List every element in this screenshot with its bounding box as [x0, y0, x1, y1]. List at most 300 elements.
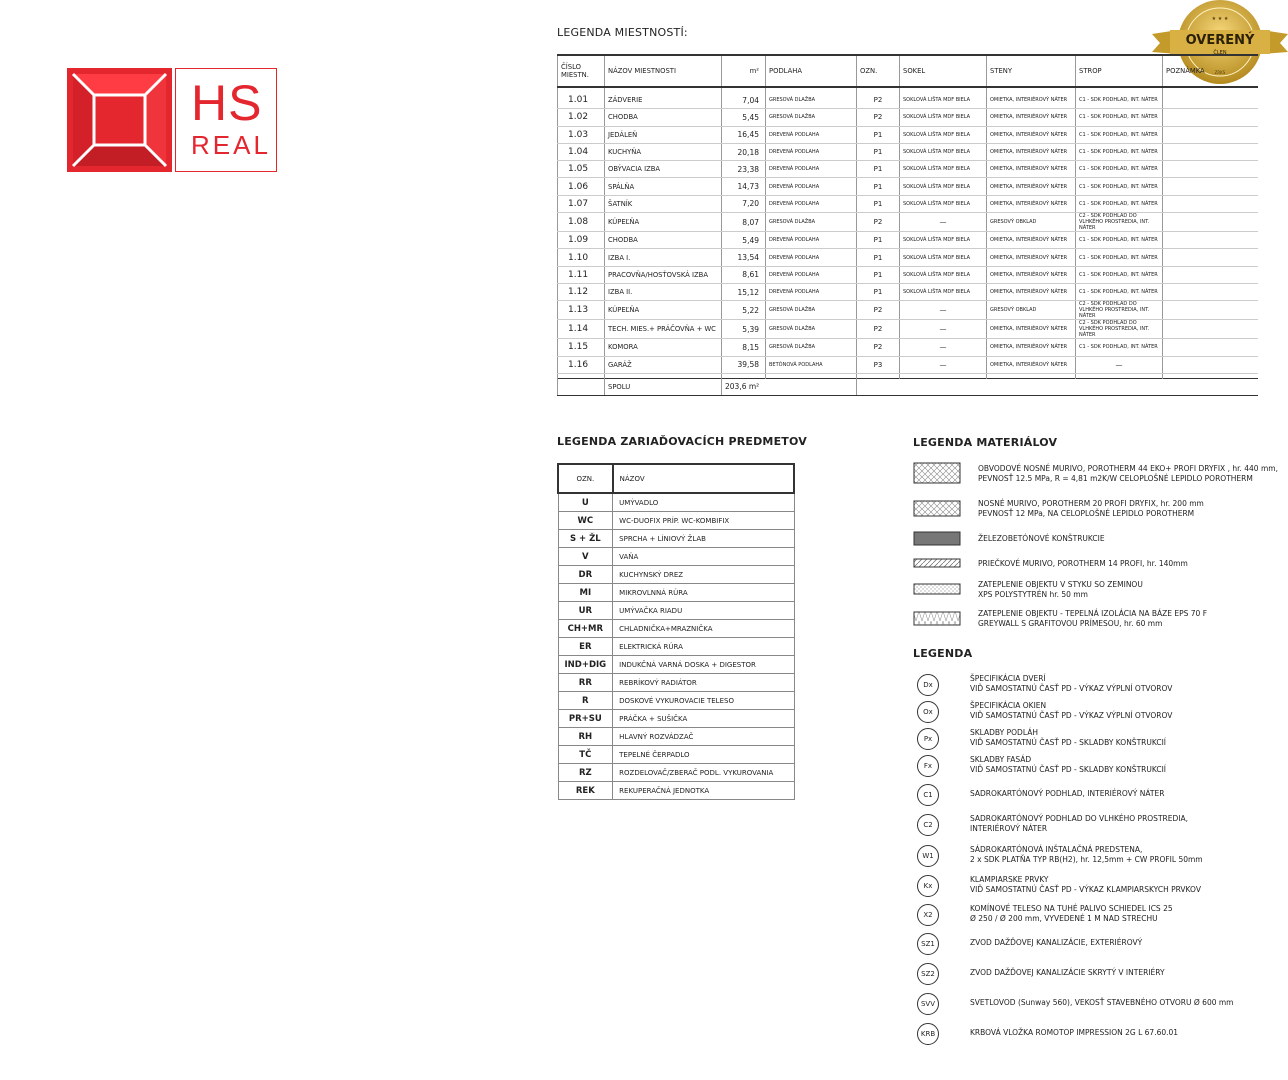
symbol-line2: VIĎ SAMOSTATNÚ ČASŤ PD - VÝKAZ KLAMPIARSKYCH PRVKOV: [970, 885, 1201, 894]
room-baseboard: —: [900, 356, 987, 373]
room-walls: OMIETKA, INTERIÉROVÝ NÁTER: [987, 232, 1076, 249]
room-floor: DREVENÁ PODLAHA: [766, 283, 857, 300]
fixture-name: REKUPERAČNÁ JEDNOTKA: [613, 782, 794, 800]
symbol-text: [970, 814, 1270, 834]
room-floor-code: P2: [857, 320, 900, 339]
room-note: [1163, 356, 1259, 373]
rooms-table-row: [558, 92, 1259, 109]
room-ceiling: C1 - SDK PODHLAD, INT. NÁTER: [1076, 109, 1163, 126]
room-number: 1.14: [558, 320, 605, 339]
logo-text-hs: HS: [191, 75, 263, 131]
symbol-item: [917, 933, 1257, 955]
material-line2: XPS POLYSTYTRÉN hr. 50 mm: [978, 590, 1088, 599]
room-name: TECH. MIES.+ PRÁČOVŇA + WC: [605, 320, 722, 339]
fixtures-table-row: [558, 728, 794, 746]
fixture-name: KUCHYNSKÝ DREZ: [613, 566, 794, 584]
symbol-line1: SADROKARTÓNOVÝ PODHLAD DO VLHKÉHO PROSTREDIA,: [970, 814, 1188, 823]
room-ceiling: C1 - SDK PODHLAD, INT. NÁTER: [1076, 178, 1163, 195]
room-floor: GRESOVÁ DLAŽBA: [766, 213, 857, 232]
fixture-name: ROZDELOVAČ/ZBERAČ PODL. VYKUROVANIA: [613, 764, 794, 782]
hs-real-logo: [67, 68, 277, 172]
rooms-table-row: [558, 283, 1259, 300]
room-walls: OMIETKA, INTERIÉROVÝ NÁTER: [987, 195, 1076, 212]
room-area: 5,39: [722, 320, 766, 339]
room-note: [1163, 126, 1259, 143]
room-floor: DREVENÁ PODLAHA: [766, 195, 857, 212]
room-note: [1163, 109, 1259, 126]
col-walls: STENY: [987, 55, 1076, 87]
room-walls: GRESOVÝ OBKLAD: [987, 301, 1076, 320]
symbol-line1: SKLADBY PODLÁH: [970, 728, 1038, 737]
rooms-table-row: [558, 178, 1259, 195]
room-ceiling: C1 - SDK PODHLAD, INT. NÁTER: [1076, 92, 1163, 109]
fixture-code: R: [558, 692, 613, 710]
fixtures-table-row: [558, 782, 794, 800]
fixtures-table-row: [558, 584, 794, 602]
symbol-line1: KLAMPIARSKE PRVKY: [970, 875, 1049, 884]
room-baseboard: SOKLOVÁ LIŠTA MDF BIELA: [900, 232, 987, 249]
room-area: 8,07: [722, 213, 766, 232]
fixture-code: REK: [558, 782, 613, 800]
room-ceiling: C2 - SDK PODHLAD DO VLHKÉHO PROSTREDIA, INT. NÁTER: [1076, 320, 1163, 339]
fixture-code: U: [558, 493, 613, 512]
symbol-item: [917, 963, 1257, 985]
room-floor-code: P1: [857, 126, 900, 143]
room-number: 1.03: [558, 126, 605, 143]
room-ceiling: C1 - SDK PODHLAD, INT. NÁTER: [1076, 283, 1163, 300]
fixture-name: INDUKČNÁ VARNÁ DOSKA + DIGESTOR: [613, 656, 794, 674]
fixture-name: SPRCHA + LÍNIOVÝ ŽLAB: [613, 530, 794, 548]
rooms-table-row: [558, 301, 1259, 320]
room-number: 1.01: [558, 92, 605, 109]
fixtures-legend-title: LEGENDA ZARIAĎOVACÍCH PREDMETOV: [557, 435, 807, 448]
symbol-line1: ZVOD DAŽĎOVEJ KANALIZÁCIE, EXTERIÉROVÝ: [970, 938, 1143, 947]
fixtures-table-row: [558, 548, 794, 566]
symbol-code-icon: Dx: [917, 674, 939, 696]
symbol-text: [970, 845, 1270, 865]
material-item: [913, 497, 1253, 519]
fixture-code: RZ: [558, 764, 613, 782]
room-area: 8,61: [722, 266, 766, 283]
symbol-line1: KOMÍNOVÉ TELESO NA TUHÉ PALIVO SCHIEDEL ICS 25: [970, 904, 1173, 913]
symbol-item: [917, 728, 1257, 750]
room-note: [1163, 213, 1259, 232]
fixture-name: WC-DUOFIX PRÍP. WC-KOMBIFIX: [613, 512, 794, 530]
material-line2: PEVNOSŤ 12.5 MPa, R = 4,81 m2K/W CELOPLOŠNÉ LEPIDLO POROTHERM: [978, 474, 1253, 483]
symbol-line2: VIĎ SAMOSTATNÚ ČASŤ PD - SKLADBY KONŠTRUKCIÍ: [970, 738, 1167, 747]
fixtures-table-row: [558, 512, 794, 530]
room-note: [1163, 301, 1259, 320]
room-floor-code: P2: [857, 339, 900, 356]
material-text: [978, 580, 1278, 600]
col-name: NÁZOV MIESTNOSTI: [605, 55, 722, 87]
fixture-code: WC: [558, 512, 613, 530]
symbol-text: [970, 904, 1270, 924]
room-name: IZBA I.: [605, 249, 722, 266]
room-number: 1.07: [558, 195, 605, 212]
room-baseboard: SOKLOVÁ LIŠTA MDF BIELA: [900, 266, 987, 283]
symbols-legend-title: LEGENDA: [913, 647, 973, 660]
rooms-table-row: [558, 161, 1259, 178]
symbol-line2: VIĎ SAMOSTATNÚ ČASŤ PD - VÝKAZ VÝPLNÍ OTVOROV: [970, 684, 1173, 693]
fixtures-header-row: [558, 464, 794, 493]
room-floor: DREVENÁ PODLAHA: [766, 161, 857, 178]
room-floor-code: P1: [857, 249, 900, 266]
material-line1: ZATEPLENIE OBJEKTU - TEPELNÁ IZOLÁCIA NA BÁZE EPS 70 F: [978, 609, 1208, 618]
room-walls: OMIETKA, INTERIÉROVÝ NÁTER: [987, 339, 1076, 356]
material-swatch-icon: [913, 611, 961, 626]
room-floor-code: P2: [857, 213, 900, 232]
symbol-item: [917, 701, 1257, 723]
room-note: [1163, 161, 1259, 178]
symbol-text: [970, 968, 1270, 978]
symbol-text: [970, 728, 1270, 748]
room-name: CHODBA: [605, 232, 722, 249]
room-walls: OMIETKA, INTERIÉROVÝ NÁTER: [987, 249, 1076, 266]
rooms-table-row: [558, 320, 1259, 339]
fixtures-col-code: OZN.: [558, 464, 613, 493]
rooms-total-empty: [558, 378, 605, 395]
room-name: KÚPEĽŇA: [605, 301, 722, 320]
room-note: [1163, 178, 1259, 195]
symbol-line1: KRBOVÁ VLOŽKA ROMOTOP IMPRESSION 2G L 67.60.01: [970, 1028, 1179, 1037]
room-number: 1.09: [558, 232, 605, 249]
symbol-line1: ZVOD DAŽĎOVEJ KANALIZÁCIE SKRYTÝ V INTERIÉRY: [970, 968, 1165, 977]
fixture-name: MIKROVLNNÁ RÚRA: [613, 584, 794, 602]
symbol-line2: VIĎ SAMOSTATNÚ ČASŤ PD - VÝKAZ VÝPLNÍ OTVOROV: [970, 711, 1173, 720]
room-walls: OMIETKA, INTERIÉROVÝ NÁTER: [987, 109, 1076, 126]
material-swatch-icon: [913, 558, 961, 568]
room-baseboard: SOKLOVÁ LIŠTA MDF BIELA: [900, 283, 987, 300]
room-note: [1163, 266, 1259, 283]
room-floor: GRESOVÁ DLAŽBA: [766, 339, 857, 356]
material-line1: NOSNÉ MURIVO, POROTHERM 20 PROFI DRYFIX, hr. 200 mm: [978, 499, 1204, 508]
room-floor-code: P1: [857, 283, 900, 300]
room-floor: DREVENÁ PODLAHA: [766, 143, 857, 160]
rooms-table-row: [558, 213, 1259, 232]
svg-text:★ ★ ★: ★ ★ ★: [1211, 16, 1229, 22]
svg-text:ZRKS: ZRKS: [1214, 70, 1226, 75]
symbol-code-icon: Fx: [917, 755, 939, 777]
material-item: [913, 462, 1278, 484]
fixture-name: UMÝVAČKA RIADU: [613, 602, 794, 620]
room-ceiling: C1 - SDK PODHLAD, INT. NÁTER: [1076, 143, 1163, 160]
fixtures-table-row: [558, 530, 794, 548]
room-floor-code: P1: [857, 143, 900, 160]
room-baseboard: SOKLOVÁ LIŠTA MDF BIELA: [900, 178, 987, 195]
room-ceiling: —: [1076, 356, 1163, 373]
room-area: 20,18: [722, 143, 766, 160]
rooms-legend-title: LEGENDA MIESTNOSTÍ:: [557, 26, 688, 39]
symbol-item: [917, 845, 1257, 867]
material-swatch-icon: [913, 500, 961, 517]
symbol-text: [970, 1028, 1270, 1038]
symbol-code-icon: C2: [917, 814, 939, 836]
fixture-code: DR: [558, 566, 613, 584]
col-floor: PODLAHA: [766, 55, 857, 87]
room-floor-code: P1: [857, 178, 900, 195]
room-floor: BETÓNOVÁ PODLAHA: [766, 356, 857, 373]
material-item: [913, 607, 1253, 629]
room-area: 7,04: [722, 92, 766, 109]
fixture-code: RR: [558, 674, 613, 692]
room-baseboard: SOKLOVÁ LIŠTA MDF BIELA: [900, 126, 987, 143]
rooms-table-row: [558, 266, 1259, 283]
symbol-text: [970, 875, 1270, 895]
room-number: 1.15: [558, 339, 605, 356]
room-name: CHODBA: [605, 109, 722, 126]
symbol-code-icon: Kx: [917, 875, 939, 897]
fixture-name: DOSKOVÉ VYKUROVACIE TELESO: [613, 692, 794, 710]
room-walls: OMIETKA, INTERIÉROVÝ NÁTER: [987, 92, 1076, 109]
fixture-code: CH+MR: [558, 620, 613, 638]
fixture-code: S + ŽL: [558, 530, 613, 548]
symbol-text: [970, 789, 1270, 799]
fixture-name: HLAVNÝ ROZVÁDZAČ: [613, 728, 794, 746]
material-item: [913, 527, 1253, 549]
material-line1: PRIEČKOVÉ MURIVO, POROTHERM 14 PROFI, hr. 140mm: [978, 559, 1188, 568]
room-area: 5,49: [722, 232, 766, 249]
room-note: [1163, 249, 1259, 266]
symbol-code-icon: Px: [917, 728, 939, 750]
room-floor-code: P2: [857, 301, 900, 320]
room-name: OBÝVACIA IZBA: [605, 161, 722, 178]
rooms-table-row: [558, 249, 1259, 266]
symbol-item: [917, 875, 1257, 897]
material-swatch-icon: [913, 531, 961, 546]
symbol-text: [970, 998, 1270, 1008]
material-swatch-icon: [913, 583, 961, 595]
room-note: [1163, 232, 1259, 249]
fixtures-table-row: [558, 674, 794, 692]
room-name: SPÁLŇA: [605, 178, 722, 195]
room-baseboard: —: [900, 213, 987, 232]
fixtures-table-row: [558, 710, 794, 728]
fixtures-table-row: [558, 656, 794, 674]
rooms-table-row: [558, 126, 1259, 143]
room-floor-code: P1: [857, 266, 900, 283]
room-floor: GRESOVÁ DLAŽBA: [766, 109, 857, 126]
col-note: POZNÁMKA: [1163, 55, 1259, 87]
room-baseboard: SOKLOVÁ LIŠTA MDF BIELA: [900, 195, 987, 212]
rooms-table-body: [558, 87, 1259, 395]
fixture-name: PRÁČKA + SUŠIČKA: [613, 710, 794, 728]
symbol-line1: SVETLOVOD (Sunway 560), VEKOSŤ STAVEBNÉHO OTVORU Ø 600 mm: [970, 998, 1234, 1007]
fixtures-col-name: NÁZOV: [613, 464, 794, 493]
room-floor-code: P1: [857, 195, 900, 212]
room-number: 1.04: [558, 143, 605, 160]
room-walls: OMIETKA, INTERIÉROVÝ NÁTER: [987, 320, 1076, 339]
fixture-code: MI: [558, 584, 613, 602]
room-floor: DREVENÁ PODLAHA: [766, 126, 857, 143]
room-name: GARÁŽ: [605, 356, 722, 373]
rooms-table-row: [558, 143, 1259, 160]
material-text: [978, 534, 1278, 544]
materials-legend-title: LEGENDA MATERIÁLOV: [913, 436, 1058, 449]
room-floor-code: P3: [857, 356, 900, 373]
room-floor: GRESOVÁ DLAŽBA: [766, 92, 857, 109]
room-number: 1.12: [558, 283, 605, 300]
symbol-item: [917, 784, 1257, 806]
rooms-table-row: [558, 356, 1259, 373]
room-name: KUCHYŇA: [605, 143, 722, 160]
room-ceiling: C1 - SDK PODHLAD, INT. NÁTER: [1076, 195, 1163, 212]
room-area: 8,15: [722, 339, 766, 356]
symbol-code-icon: W1: [917, 845, 939, 867]
rooms-header-row: [558, 55, 1259, 87]
rooms-total-label: SPOLU: [605, 378, 722, 395]
fixtures-table-row: [558, 638, 794, 656]
fixture-code: PR+SU: [558, 710, 613, 728]
room-baseboard: SOKLOVÁ LIŠTA MDF BIELA: [900, 143, 987, 160]
room-number: 1.10: [558, 249, 605, 266]
room-floor: DREVENÁ PODLAHA: [766, 249, 857, 266]
room-area: 39,58: [722, 356, 766, 373]
material-line1: ZATEPLENIE OBJEKTU V STYKU SO ZEMINOU: [978, 580, 1143, 589]
fixture-code: TČ: [558, 746, 613, 764]
room-walls: OMIETKA, INTERIÉROVÝ NÁTER: [987, 283, 1076, 300]
room-floor: GRESOVÁ DLAŽBA: [766, 320, 857, 339]
room-name: KÚPEĽŇA: [605, 213, 722, 232]
room-number: 1.06: [558, 178, 605, 195]
room-walls: OMIETKA, INTERIÉROVÝ NÁTER: [987, 143, 1076, 160]
symbol-item: [917, 1023, 1257, 1045]
material-text: [978, 609, 1278, 629]
room-ceiling: C1 - SDK PODHLAD, INT. NÁTER: [1076, 266, 1163, 283]
room-floor-code: P2: [857, 109, 900, 126]
col-number: ČÍSLO MIESTN.: [558, 55, 605, 87]
symbol-line1: ŠPECIFIKÁCIA DVERÍ: [970, 674, 1046, 683]
material-line2: PEVNOSŤ 12 MPa, NA CELOPLOŠNÉ LEPIDLO POROTHERM: [978, 509, 1195, 518]
fixtures-table-row: [558, 620, 794, 638]
symbol-text: [970, 674, 1270, 694]
room-name: PRACOVŇA/HOSŤOVSKÁ IZBA: [605, 266, 722, 283]
symbol-item: [917, 993, 1257, 1015]
room-baseboard: SOKLOVÁ LIŠTA MDF BIELA: [900, 249, 987, 266]
room-number: 1.08: [558, 213, 605, 232]
logo-text-real: REAL: [191, 130, 271, 160]
fixture-name: UMÝVADLO: [613, 493, 794, 512]
material-line1: ŽELEZOBETÓNOVÉ KONŠTRUKCIE: [978, 534, 1105, 543]
fixtures-table-row: [558, 602, 794, 620]
material-text: [978, 464, 1278, 484]
fixtures-table-row: [558, 566, 794, 584]
fixture-name: REBRÍKOVÝ RADIÁTOR: [613, 674, 794, 692]
room-area: 13,54: [722, 249, 766, 266]
room-number: 1.02: [558, 109, 605, 126]
material-text: [978, 559, 1278, 569]
room-ceiling: C2 - SDK PODHLAD DO VLHKÉHO PROSTREDIA, INT. NÁTER: [1076, 213, 1163, 232]
room-ceiling: C1 - SDK PODHLAD, INT. NÁTER: [1076, 232, 1163, 249]
room-area: 7,20: [722, 195, 766, 212]
symbol-code-icon: SVV: [917, 993, 939, 1015]
room-floor: DREVENÁ PODLAHA: [766, 178, 857, 195]
symbol-code-icon: KRB: [917, 1023, 939, 1045]
room-floor-code: P2: [857, 92, 900, 109]
col-baseboard: SOKEL: [900, 55, 987, 87]
symbol-item: [917, 814, 1257, 836]
fixture-code: IND+DIG: [558, 656, 613, 674]
room-note: [1163, 143, 1259, 160]
room-baseboard: —: [900, 301, 987, 320]
room-walls: OMIETKA, INTERIÉROVÝ NÁTER: [987, 178, 1076, 195]
room-note: [1163, 283, 1259, 300]
material-swatch-icon: [913, 462, 961, 484]
room-floor: DREVENÁ PODLAHA: [766, 232, 857, 249]
rooms-table: [557, 54, 1258, 396]
rooms-table-row: [558, 195, 1259, 212]
logo-frame-icon: [67, 68, 172, 172]
symbol-line1: ŠPECIFIKÁCIA OKIEN: [970, 701, 1047, 710]
badge-sub: ČLEN: [1213, 50, 1227, 56]
fixtures-table-row: [558, 493, 794, 512]
room-walls: OMIETKA, INTERIÉROVÝ NÁTER: [987, 266, 1076, 283]
room-floor-code: P1: [857, 161, 900, 178]
symbol-line2: 2 x SDK PLATŇA TYP RB(H2), hr. 12,5mm + CW PROFIL 50mm: [970, 855, 1203, 864]
symbol-text: [970, 701, 1270, 721]
col-area: m²: [722, 55, 766, 87]
fixtures-table-row: [558, 746, 794, 764]
room-area: 14,73: [722, 178, 766, 195]
room-baseboard: SOKLOVÁ LIŠTA MDF BIELA: [900, 109, 987, 126]
room-walls: OMIETKA, INTERIÉROVÝ NÁTER: [987, 126, 1076, 143]
fixture-code: V: [558, 548, 613, 566]
symbol-code-icon: SZ2: [917, 963, 939, 985]
symbol-code-icon: Ox: [917, 701, 939, 723]
symbol-code-icon: X2: [917, 904, 939, 926]
room-ceiling: C1 - SDK PODHLAD, INT. NÁTER: [1076, 126, 1163, 143]
room-floor: DREVENÁ PODLAHA: [766, 266, 857, 283]
symbol-code-icon: C1: [917, 784, 939, 806]
badge-label: OVERENÝ: [1185, 33, 1255, 48]
room-name: KOMORA: [605, 339, 722, 356]
fixtures-table-row: [558, 764, 794, 782]
fixtures-table-body: [558, 493, 794, 800]
symbol-line2: VIĎ SAMOSTATNÚ ČASŤ PD - SKLADBY KONŠTRUKCIÍ: [970, 765, 1167, 774]
symbol-text: [970, 938, 1270, 948]
material-line1: OBVODOVÉ NOSNÉ MURIVO, POROTHERM 44 EKO+ PROFI DRYFIX , hr. 440 mm,: [978, 464, 1278, 473]
room-walls: OMIETKA, INTERIÉROVÝ NÁTER: [987, 161, 1076, 178]
room-note: [1163, 92, 1259, 109]
fixture-code: RH: [558, 728, 613, 746]
symbol-item: [917, 904, 1257, 926]
room-note: [1163, 320, 1259, 339]
symbol-line1: SADROKARTÓNOVÝ PODHLAD, INTERIÉROVÝ NÁTER: [970, 789, 1165, 798]
room-ceiling: C1 - SDK PODHLAD, INT. NÁTER: [1076, 249, 1163, 266]
room-baseboard: SOKLOVÁ LIŠTA MDF BIELA: [900, 161, 987, 178]
room-number: 1.16: [558, 356, 605, 373]
symbol-item: [917, 755, 1257, 777]
col-ceiling: STROP: [1076, 55, 1163, 87]
symbol-text: [970, 755, 1270, 775]
col-code: OZN.: [857, 55, 900, 87]
room-note: [1163, 195, 1259, 212]
room-walls: GRESOVÝ OBKLAD: [987, 213, 1076, 232]
fixture-name: CHLADNIČKA+MRAZNIČKA: [613, 620, 794, 638]
room-area: 5,22: [722, 301, 766, 320]
rooms-total-row: [558, 378, 1259, 395]
symbol-item: [917, 674, 1257, 696]
rooms-table-row: [558, 109, 1259, 126]
room-number: 1.05: [558, 161, 605, 178]
room-note: [1163, 339, 1259, 356]
rooms-table-row: [558, 339, 1259, 356]
fixtures-table: [557, 463, 795, 800]
material-item: [913, 552, 1253, 574]
room-name: ŠATNÍK: [605, 195, 722, 212]
fixture-code: ER: [558, 638, 613, 656]
material-item: [913, 578, 1253, 600]
